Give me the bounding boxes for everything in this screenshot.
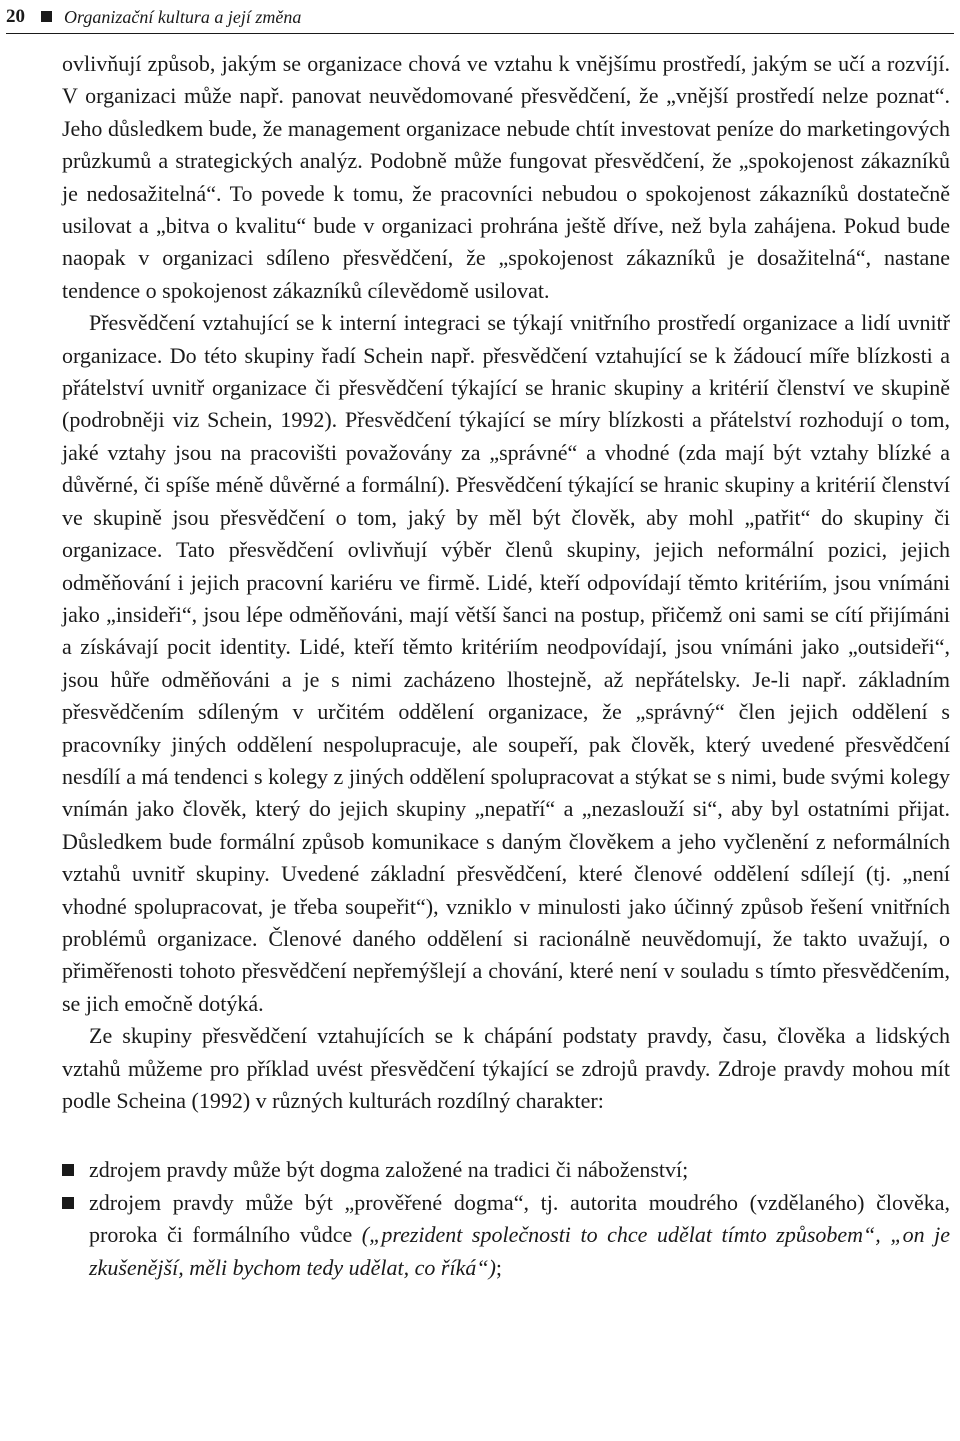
square-bullet-icon	[62, 1197, 74, 1209]
sources-of-truth-list	[62, 1154, 950, 1284]
list-item	[62, 1154, 950, 1186]
list-item-text: zdrojem pravdy může být „prověřené dogma“, tj. autorita moudrého (vzdělaného) člověka, proroka či formálního vůdce	[89, 1189, 950, 1248]
list-item	[62, 1187, 950, 1284]
header-rule	[6, 33, 954, 34]
running-header	[0, 0, 960, 34]
square-bullet-icon	[62, 1164, 74, 1176]
running-title: Organizační kultura a její změna	[64, 7, 302, 27]
list-item-tail: ;	[495, 1254, 503, 1280]
paragraph-3: Ze skupiny přesvědčení vztahujících se k chápání podstaty pravdy, času, člověka a lidských vztahů můžeme pro příklad uvést přesvědčení týkající se zdrojů pravdy. Zdroje pravdy mohou mít podle Scheina (1992) v různých kulturách rozdílný charakter:	[62, 1023, 950, 1113]
paragraph-1: ovlivňují způsob, jakým se organizace chová ve vztahu k vnějšímu prostředí, jakým se učí a rozvíjí. V organizaci může např. panovat neuvědomované přesvědčení, že „vnější prostředí nelze poznat“. Jeho důsledkem bude, že management organizace nebude chtít investovat peníze do marketingových průzkumů a strategických analýz. Podobně může fungovat přesvědčení, že „spokojenost zákazníků je nedosažitelná“. To povede k tomu, že pracovníci nebudou o spokojenost zákazníků dostatečně usilovat a „bitva o kvalitu“ bude v organizaci prohrána ještě dříve, než byla zahájena. Pokud bude naopak v organizaci sdíleno přesvědčení, že „spokojenost zákazníků je dosažitelná“, nastane tendence o spokojenost zákazníků cílevědomě usilovat.	[62, 51, 950, 303]
page-body	[62, 48, 950, 1284]
page-number: 20	[6, 6, 25, 27]
list-item-italic-quote: („prezident společnosti to chce udělat tímto způsobem“, „on je zkušenější, měli bychom tedy udělat, co říká“)	[89, 1222, 950, 1280]
list-item-text: zdrojem pravdy může být dogma založené na tradici či náboženství;	[89, 1157, 689, 1183]
paragraph-2: Přesvědčení vztahující se k interní integraci se týkají vnitřního prostředí organizace a lidí uvnitř organizace. Do této skupiny řadí Schein např. přesvědčení vztahující se k žádoucí míře blízkosti a přátelství uvnitř organizace či přesvědčení týkající se hranic skupiny a kritérií členství ve skupině (podrobněji viz Schein, 1992). Přesvědčení týkající se míry blízkosti a přátelství rozhodují o tom, jaké vztahy jsou na pracovišti považovány za „správné“ a vhodné (zda mají být vztahy blízké a důvěrné, či spíše méně důvěrné a formální). Přesvědčení týkající se hranic skupiny a kritérií členství ve skupině jsou přesvědčení o tom, jaký by měl být člověk, aby mohl „patřit“ do skupiny či organizace. Tato přesvědčení ovlivňují výběr členů skupiny, jejich neformální pozici, jejich odměňování i jejich pracovní kariéru ve firmě. Lidé, kteří odpovídají těmto kritériím, jsou vnímáni jako „insideři“, jsou lépe odměňováni, mají větší šanci na postup, přičemž oni sami se cítí přijímáni a získávají pocit identity. Lidé, kteří těmto kritériím neodpovídají, jsou vnímáni jako „outsideři“, jsou hůře odměňováni a je s nimi zacházeno lhostejně, až nepřátelsky. Je-li např. základním přesvědčením sdíleným v určitém oddělení organizace, že „správný“ člen jejich oddělení s pracovníky jiných oddělení nespolupracuje, ale soupeří, pak člověk, který uvedené přesvědčení nesdílí a má tendenci s kolegy z jiných oddělení spolupracovat a stýkat se s nimi, bude svými kolegy vnímán jako člověk, který do jejich skupiny „nepatří“ a „nezaslouží si“, aby byl ostatními přijat. Důsledkem bude formální způsob komunikace s daným člověkem a jeho vyčlenění z neformálních vztahů uvnitř skupiny. Uvedené základní přesvědčení, které členové oddělení sdílejí (tj. „není vhodné spolupracovat, je třeba soupeřit“), vzniklo v minulosti jako účinný způsob řešení vnitřních problémů organizace. Členové daného oddělení si racionálně neuvědomují, že takto uvažují, o přiměřenosti tohoto přesvědčení nepřemýšlejí a chování, které není v souladu s tímto přesvědčením, se jich emočně dotýká.	[62, 310, 950, 1016]
header-square-bullet-icon	[41, 11, 52, 22]
